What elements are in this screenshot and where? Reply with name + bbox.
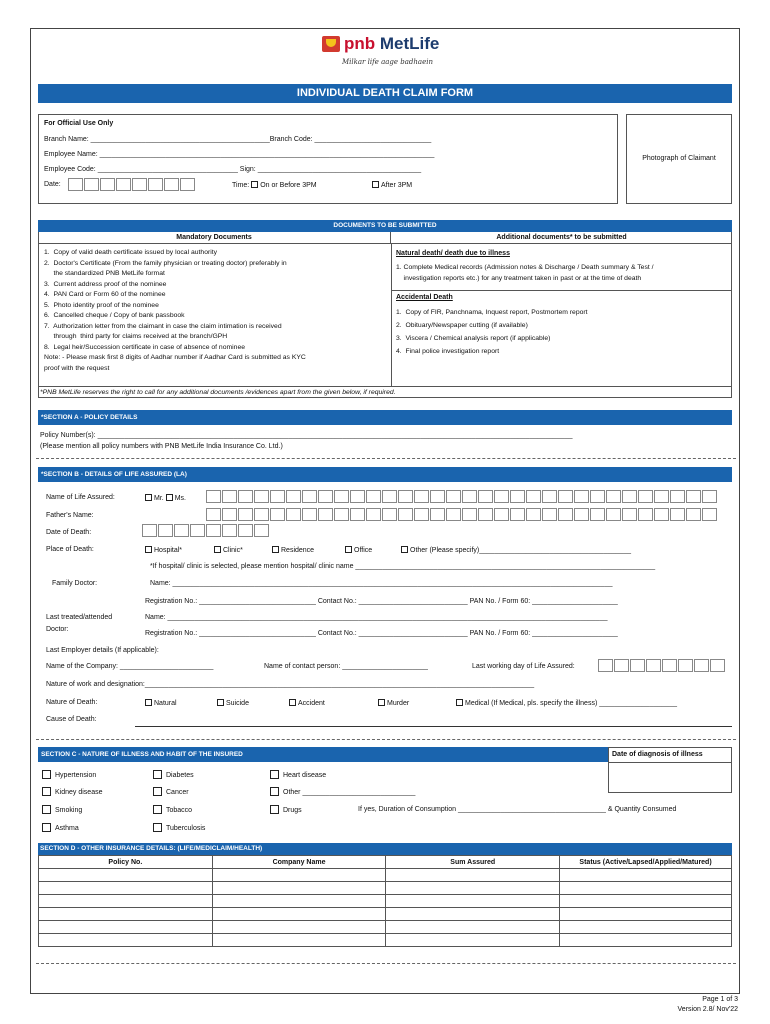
medical-illness-field[interactable]: Medical (If Medical, pls. specify the illness) ____________________ bbox=[465, 700, 678, 707]
after-label: After 3PM bbox=[381, 182, 413, 189]
char-box[interactable] bbox=[686, 490, 701, 503]
list-item: 7. Authorization letter from the claimant in case the claim intimation is received bbox=[44, 322, 282, 330]
after-checkbox[interactable] bbox=[372, 181, 379, 188]
accidental-heading: Accidental Death bbox=[396, 294, 453, 301]
consumption-duration-field[interactable]: If yes, Duration of Consumption ______________________________________ & Quantity Consumed bbox=[358, 806, 677, 813]
place-of-death-label: Place of Death: bbox=[46, 546, 94, 553]
char-box[interactable] bbox=[382, 508, 397, 521]
tuberculosis-label: Tuberculosis bbox=[166, 825, 206, 832]
nature-of-death-label: Nature of Death: bbox=[46, 699, 98, 706]
family-doctor-name-field[interactable]: Name: _________________________________________________________________________________________________________________ bbox=[150, 580, 613, 587]
suicide-label: Suicide bbox=[226, 700, 249, 707]
la-name-boxes[interactable] bbox=[206, 490, 718, 503]
heart-disease-checkbox[interactable] bbox=[270, 770, 279, 779]
char-box[interactable] bbox=[542, 490, 557, 503]
section-a-heading: *SECTION A - POLICY DETAILS bbox=[38, 410, 732, 425]
diagnosis-date-label: Date of diagnosis of illness bbox=[612, 751, 703, 758]
hospital-checkbox[interactable] bbox=[145, 546, 152, 553]
tagline: Milkar life aage badhaein bbox=[342, 58, 433, 66]
char-box[interactable] bbox=[398, 490, 413, 503]
list-item: 1. Copy of FIR, Panchnama, Inquest report, Postmortem report bbox=[396, 309, 588, 316]
ms-label: Ms. bbox=[174, 495, 186, 502]
char-box[interactable] bbox=[606, 508, 621, 521]
list-item: through third party for claims received at the branch/GPH bbox=[44, 333, 228, 340]
table-row[interactable] bbox=[39, 908, 732, 921]
list-item: 2. Doctor's Certificate (From the family physician or treating doctor) preferably in bbox=[44, 259, 287, 267]
list-item: 1. Copy of valid death certificate issued by local authority bbox=[44, 249, 218, 256]
list-item: 6. Cancelled cheque / Copy of bank passbook bbox=[44, 312, 185, 319]
char-box[interactable] bbox=[462, 508, 477, 521]
last-working-day-boxes[interactable] bbox=[598, 659, 726, 672]
section-d-heading: SECTION D - OTHER INSURANCE DETAILS: (LIFE/MEDICLAIM/HEALTH) bbox=[38, 843, 732, 855]
branch-name-field[interactable]: Branch Name: ______________________________________________Branch Code: ______________________________ bbox=[44, 136, 432, 143]
list-item: the standardized PNB MetLife format bbox=[44, 270, 165, 277]
date-of-death-boxes[interactable] bbox=[142, 524, 270, 537]
mr-label: Mr. bbox=[154, 495, 164, 502]
drugs-label: Drugs bbox=[283, 807, 302, 814]
kidney-disease-checkbox[interactable] bbox=[42, 787, 51, 796]
char-box[interactable] bbox=[670, 490, 685, 503]
murder-label: Murder bbox=[387, 700, 410, 707]
on-before-checkbox[interactable] bbox=[251, 181, 258, 188]
natural-list bbox=[396, 262, 654, 284]
char-box[interactable] bbox=[494, 508, 509, 521]
time-label: Time: bbox=[232, 182, 250, 189]
drugs-checkbox[interactable] bbox=[270, 805, 279, 814]
documents-heading: DOCUMENTS TO BE SUBMITTED bbox=[38, 220, 732, 232]
accident-checkbox[interactable] bbox=[289, 699, 296, 706]
char-box[interactable] bbox=[574, 508, 589, 521]
list-item: 8. Legal heir/Succession certificate in case of absence of nominee bbox=[44, 343, 246, 351]
mr-checkbox[interactable] bbox=[145, 494, 152, 501]
family-doctor-label: Family Doctor: bbox=[52, 580, 98, 587]
char-box[interactable] bbox=[206, 490, 221, 503]
accident-label: Accident bbox=[298, 700, 325, 707]
char-box[interactable] bbox=[638, 490, 653, 503]
char-box[interactable] bbox=[590, 508, 605, 521]
tuberculosis-checkbox[interactable] bbox=[153, 823, 162, 832]
father-name-boxes[interactable] bbox=[206, 508, 718, 521]
form-title: INDIVIDUAL DEATH CLAIM FORM bbox=[38, 84, 732, 103]
char-box[interactable] bbox=[350, 508, 365, 521]
char-box[interactable] bbox=[638, 508, 653, 521]
list-item: Note: - Please mask first 8 digits of Aadhar number if Aadhar Card is submitted as KYC bbox=[44, 354, 306, 361]
char-box[interactable] bbox=[206, 508, 221, 521]
col-company-name: Company Name bbox=[212, 856, 386, 869]
list-item: 3. Viscera / Chemical analysis report (if applicable) bbox=[396, 335, 551, 342]
mandatory-heading: Mandatory Documents bbox=[38, 232, 391, 244]
list-item: 5. Photo identity proof of the nominee bbox=[44, 301, 159, 309]
tobacco-label: Tobacco bbox=[166, 807, 193, 814]
official-date-boxes[interactable] bbox=[68, 178, 196, 191]
contact-person-field[interactable]: Name of contact person: ______________________ bbox=[264, 663, 428, 670]
char-box[interactable] bbox=[238, 490, 253, 503]
office-label: Office bbox=[354, 547, 373, 554]
char-box[interactable] bbox=[350, 490, 365, 503]
list-item: 1. Complete Medical records (Admission notes & Discharge / Death summary & Test / bbox=[396, 264, 654, 271]
asthma-checkbox[interactable] bbox=[42, 823, 51, 832]
char-box[interactable] bbox=[430, 508, 445, 521]
char-box[interactable] bbox=[542, 508, 557, 521]
char-box[interactable] bbox=[222, 490, 237, 503]
char-box[interactable] bbox=[318, 490, 333, 503]
natural-heading: Natural death/ death due to illness bbox=[396, 250, 510, 257]
char-box[interactable] bbox=[622, 508, 637, 521]
cancer-checkbox[interactable] bbox=[153, 787, 162, 796]
hospital-name-field[interactable]: *If hospital/ clinic is selected, please mention hospital/ clinic name _____________________________________________________________________________ bbox=[150, 563, 656, 570]
last-treated-label: Last treated/attended bbox=[46, 614, 113, 621]
char-box[interactable] bbox=[494, 490, 509, 503]
col-sum-assured: Sum Assured bbox=[386, 856, 560, 869]
char-box[interactable] bbox=[654, 508, 669, 521]
employee-name-field[interactable]: Employee Name: ______________________________________________________________________________________ bbox=[44, 151, 435, 158]
char-box[interactable] bbox=[334, 508, 349, 521]
col-policy-no: Policy No. bbox=[39, 856, 213, 869]
office-checkbox[interactable] bbox=[345, 546, 352, 553]
father-name-label: Father's Name: bbox=[46, 512, 94, 519]
cancer-label: Cancer bbox=[166, 789, 189, 796]
accidental-list bbox=[396, 306, 588, 358]
documents-footnote: *PNB MetLife reserves the right to call for any additional documents /evidences apart from the given below, if required. bbox=[40, 389, 396, 396]
smoking-label: Smoking bbox=[55, 807, 83, 814]
char-box[interactable] bbox=[606, 490, 621, 503]
char-box[interactable] bbox=[590, 490, 605, 503]
residence-checkbox[interactable] bbox=[272, 546, 279, 553]
other-insurance-table bbox=[38, 855, 732, 947]
company-field[interactable]: Name of the Company: ________________________ bbox=[46, 663, 214, 670]
list-item: 3. Current address proof of the nominee bbox=[44, 280, 167, 288]
other-illness-field[interactable]: Other _____________________________ bbox=[283, 789, 416, 796]
suicide-checkbox[interactable] bbox=[217, 699, 224, 706]
diabetes-label: Diabetes bbox=[166, 772, 194, 779]
char-box[interactable] bbox=[462, 490, 477, 503]
other-place-field[interactable]: Other (Please specify)_______________________________________ bbox=[410, 547, 632, 554]
char-box[interactable] bbox=[366, 508, 381, 521]
on-before-label: On or Before 3PM bbox=[260, 182, 317, 189]
date-of-death-label: Date of Death: bbox=[46, 529, 92, 536]
hypertension-checkbox[interactable] bbox=[42, 770, 51, 779]
clinic-label: Clinic* bbox=[223, 547, 243, 554]
clinic-checkbox[interactable] bbox=[214, 546, 221, 553]
last-working-label: Last working day of Life Assured: bbox=[472, 663, 575, 670]
natural-label: Natural bbox=[154, 700, 177, 707]
hypertension-label: Hypertension bbox=[55, 772, 97, 779]
list-item: 2. Obituary/Newspaper cutting (if available) bbox=[396, 322, 528, 329]
la-name-label: Name of Life Assured: bbox=[46, 494, 115, 501]
medical-checkbox[interactable] bbox=[456, 699, 463, 706]
table-row[interactable] bbox=[39, 895, 732, 908]
policy-note: (Please mention all policy numbers with PNB MetLife India Insurance Co. Ltd.) bbox=[40, 443, 283, 450]
tobacco-checkbox[interactable] bbox=[153, 805, 162, 814]
char-box[interactable] bbox=[270, 508, 285, 521]
murder-checkbox[interactable] bbox=[378, 699, 385, 706]
char-box[interactable] bbox=[702, 490, 717, 503]
other-place-checkbox[interactable] bbox=[401, 546, 408, 553]
char-box[interactable] bbox=[622, 490, 637, 503]
treating-doctor-registration-field[interactable]: Registration No.: ______________________________ Contact No.: ____________________________ PAN No. / Form 60: ______________________ bbox=[145, 630, 618, 637]
smoking-checkbox[interactable] bbox=[42, 805, 51, 814]
policy-number-field[interactable]: Policy Number(s): __________________________________________________________________________________________________________________________ bbox=[40, 432, 573, 439]
additional-heading: Additional documents* to be submitted bbox=[391, 232, 732, 244]
char-box[interactable] bbox=[318, 508, 333, 521]
char-box[interactable] bbox=[366, 490, 381, 503]
list-item: 4. PAN Card or Form 60 of the nominee bbox=[44, 291, 166, 298]
char-box[interactable] bbox=[238, 508, 253, 521]
char-box[interactable] bbox=[686, 508, 701, 521]
char-box[interactable] bbox=[430, 490, 445, 503]
page-number: Page 1 of 3 bbox=[702, 996, 738, 1003]
char-box[interactable] bbox=[286, 490, 301, 503]
heart-disease-label: Heart disease bbox=[283, 772, 327, 779]
asthma-label: Asthma bbox=[55, 825, 79, 832]
char-box[interactable] bbox=[654, 490, 669, 503]
list-item: investigation reports etc.) for any treatment taken in past or at the time of death bbox=[396, 275, 642, 282]
pnb-metlife-logo-icon bbox=[322, 36, 340, 52]
natural-checkbox[interactable] bbox=[145, 699, 152, 706]
table-row[interactable] bbox=[39, 869, 732, 882]
char-box[interactable] bbox=[334, 490, 349, 503]
doctor-label: Doctor: bbox=[46, 626, 69, 633]
brand-pnb: pnb bbox=[344, 34, 376, 53]
list-item: 4. Final police investigation report bbox=[396, 348, 500, 355]
photo-label: Photograph of Claimant bbox=[642, 155, 716, 162]
other-illness-checkbox[interactable] bbox=[270, 787, 279, 796]
table-row[interactable] bbox=[39, 921, 732, 934]
char-box[interactable] bbox=[558, 490, 573, 503]
char-box[interactable] bbox=[526, 508, 541, 521]
cause-of-death-label: Cause of Death: bbox=[46, 716, 97, 723]
brand-metlife: MetLife bbox=[375, 34, 440, 53]
ms-checkbox[interactable] bbox=[166, 494, 173, 501]
version-label: Version 2.8/ Nov'22 bbox=[677, 1006, 738, 1013]
char-box[interactable] bbox=[526, 490, 541, 503]
residence-label: Residence bbox=[281, 547, 315, 554]
table-header-row bbox=[39, 856, 732, 869]
char-box[interactable] bbox=[254, 508, 269, 521]
char-box[interactable] bbox=[414, 490, 429, 503]
employer-label: Last Employer details (If applicable): bbox=[46, 647, 159, 654]
char-box[interactable] bbox=[510, 508, 525, 521]
char-box[interactable] bbox=[478, 508, 493, 521]
pnb-metlife-logo bbox=[320, 34, 470, 74]
char-box[interactable] bbox=[382, 490, 397, 503]
char-box[interactable] bbox=[302, 508, 317, 521]
char-box[interactable] bbox=[558, 508, 573, 521]
char-box[interactable] bbox=[446, 508, 461, 521]
char-box[interactable] bbox=[398, 508, 413, 521]
employee-code-field[interactable]: Employee Code: ____________________________________ Sign: __________________________________________ bbox=[44, 166, 422, 173]
table-row[interactable] bbox=[39, 934, 732, 947]
char-box[interactable] bbox=[414, 508, 429, 521]
section-c-heading: SECTION C - NATURE OF ILLNESS AND HABIT OF THE INSURED bbox=[38, 747, 608, 762]
kidney-disease-label: Kidney disease bbox=[55, 789, 103, 796]
col-status: Status (Active/Lapsed/Applied/Matured) bbox=[560, 856, 732, 869]
date-label: Date: bbox=[44, 181, 61, 188]
char-box[interactable] bbox=[270, 490, 285, 503]
char-box[interactable] bbox=[574, 490, 589, 503]
char-box[interactable] bbox=[302, 490, 317, 503]
char-box[interactable] bbox=[446, 490, 461, 503]
diabetes-checkbox[interactable] bbox=[153, 770, 162, 779]
char-box[interactable] bbox=[286, 508, 301, 521]
table-row[interactable] bbox=[39, 882, 732, 895]
list-item: proof with the request bbox=[44, 364, 110, 372]
char-box[interactable] bbox=[702, 508, 717, 521]
char-box[interactable] bbox=[222, 508, 237, 521]
nature-of-work-field[interactable]: Nature of work and designation:____________________________________________________________________________________________________ bbox=[46, 681, 535, 688]
mandatory-list bbox=[44, 248, 306, 374]
treating-doctor-name-field[interactable]: Name: _________________________________________________________________________________________________________________ bbox=[145, 614, 608, 621]
cause-of-death-line[interactable] bbox=[135, 726, 732, 727]
char-box[interactable] bbox=[254, 490, 269, 503]
char-box[interactable] bbox=[478, 490, 493, 503]
section-b-heading: *SECTION B - DETAILS OF LIFE ASSURED (LA) bbox=[38, 467, 732, 482]
hospital-label: Hospital* bbox=[154, 547, 183, 554]
char-box[interactable] bbox=[670, 508, 685, 521]
official-heading: For Official Use Only bbox=[44, 120, 114, 127]
family-doctor-registration-field[interactable]: Registration No.: ______________________________ Contact No.: ____________________________ PAN No. / Form 60: ______________________ bbox=[145, 598, 618, 605]
char-box[interactable] bbox=[510, 490, 525, 503]
